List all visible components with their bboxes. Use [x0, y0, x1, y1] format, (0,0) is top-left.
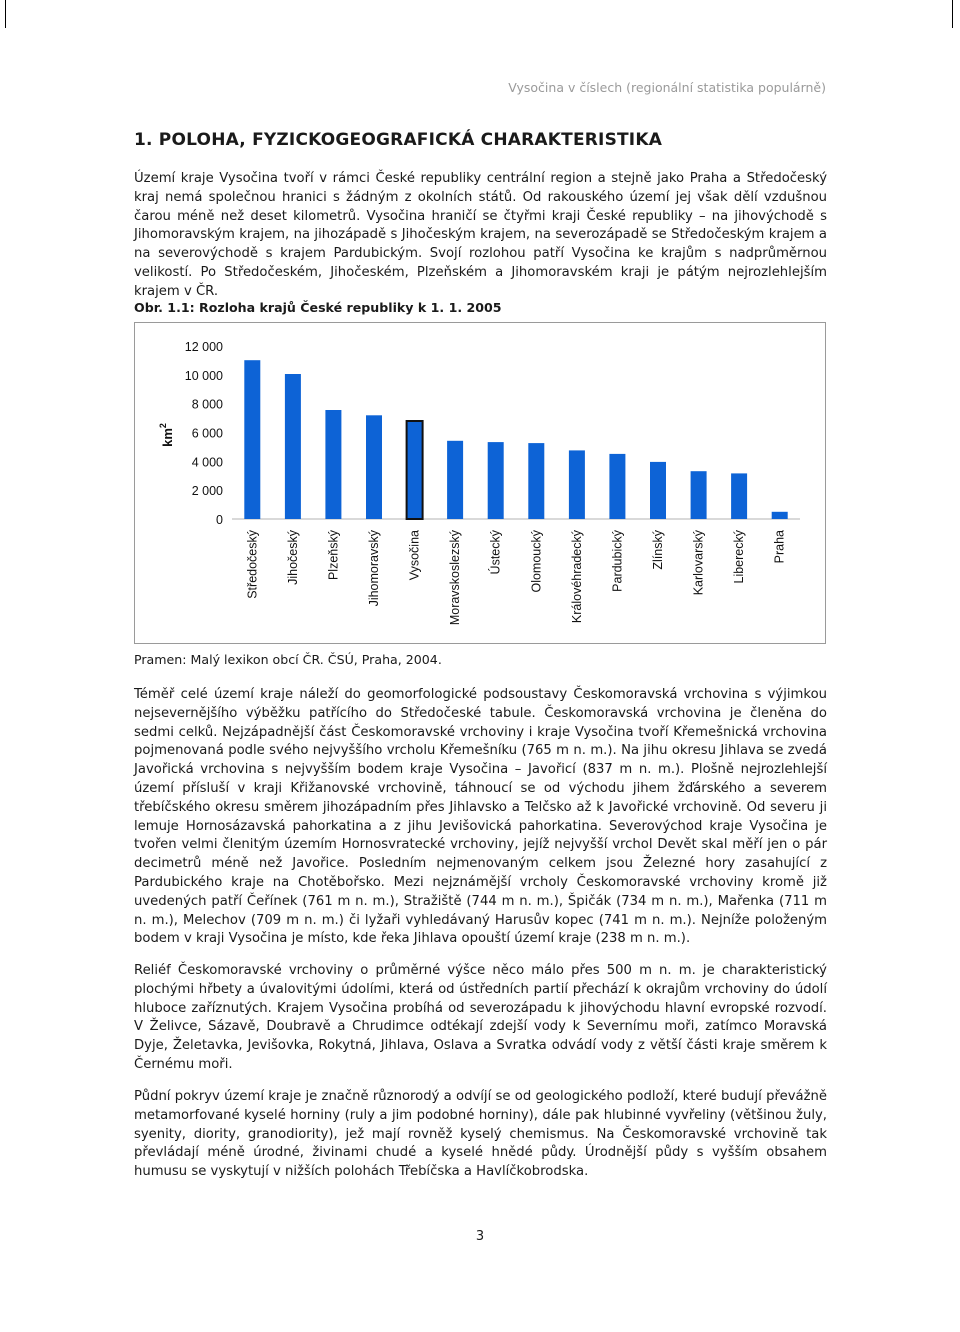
- y-tick-label: 2 000: [191, 484, 223, 499]
- x-tick-label: Jihočeský: [285, 530, 300, 585]
- bar: [528, 443, 544, 519]
- x-tick-label: Zlínský: [651, 530, 665, 570]
- bar: [244, 360, 260, 519]
- section-title: 1. POLOHA, FYZICKOGEOGRAFICKÁ CHARAKTERISTIKA: [134, 130, 663, 150]
- bar: [366, 415, 382, 519]
- figure-caption: Obr. 1.1: Rozloha krajů České republiky k 1. 1. 2005: [134, 300, 502, 315]
- paragraph-soils: Půdní pokryv území kraje je značně různorodý a odvíjí se od geologického podloží, které budují převážně metamorfované kyselé horniny (ruly a jim podobné horniny), dále pak hlubinné vyvřeliny (většinou žuly, syenity, diority, granodiority), jež mají rovněž kyselý chemismus. Na Českomoravské vrchovině tak převládají méně úrodné, živinami chudé a kyselé hnědé půdy. Úrodnější půdy s vyšším obsahem humusu se vyskytují v nižších polohách Třebíčska a Havlíčkobrodska.: [134, 1089, 827, 1180]
- y-tick-label: 12 000: [184, 340, 223, 354]
- running-header: Vysočina v číslech (regionální statistika populárně): [508, 80, 826, 95]
- bar: [691, 471, 707, 519]
- y-tick-label: 0: [216, 513, 223, 527]
- figure-source: Pramen: Malý lexikon obcí ČR. ČSÚ, Praha, 2004.: [134, 652, 442, 667]
- x-tick-label: Pardubický: [610, 530, 625, 592]
- x-tick-label: Liberecký: [732, 530, 747, 584]
- y-tick-label: 10 000: [184, 368, 223, 383]
- y-tick-label: 6 000: [191, 426, 223, 441]
- y-tick-label: 4 000: [191, 455, 223, 470]
- x-tick-label: Středočeský: [245, 530, 260, 599]
- bar: [488, 442, 504, 519]
- paragraph-relief: Reliéf Českomoravské vrchoviny o průměrné výšce něco málo přes 500 m n. m. je charakteristický plochými hřbety a úvalovitými údolími, která od ústředních partií přechází k okrajům vrchoviny do údolí hluboce zaříznutých. Krajem Vysočina probíhá od severozápadu k jihovýchodu hlavní evropské rozvodí. V Želivce, Sázavě, Doubravě a Chrudimce odtékají zdejší vody k Severnímu moři, zatímco Moravská Dyje, Želetavka, Jevišovka, Rokytná, Jihlava, Oslava a Svratka odvádí vody z větší části kraje směrem k Černému moři.: [134, 963, 827, 1072]
- x-tick-label: Ústecký: [488, 530, 503, 575]
- chart-svg: [135, 323, 825, 643]
- y-tick-label: 8 000: [191, 397, 223, 412]
- bar: [731, 473, 747, 519]
- bar: [772, 512, 788, 519]
- crop-mark-top-right: [952, 0, 953, 28]
- bar: [447, 441, 463, 519]
- bar: [650, 462, 666, 519]
- x-tick-label: Praha: [772, 530, 787, 564]
- bar: [407, 421, 423, 519]
- y-axis-label: $km^2$: [158, 423, 175, 447]
- bar: [609, 454, 625, 519]
- crop-mark-top-left: [5, 0, 6, 28]
- bar: [285, 374, 301, 519]
- x-tick-label: Jihomoravský: [367, 530, 381, 607]
- bar: [325, 410, 341, 519]
- x-tick-label: Královéhradecký: [569, 530, 584, 624]
- x-tick-label: Vysočina: [407, 530, 422, 581]
- area-bar-chart: [134, 322, 826, 644]
- x-tick-label: Karlovarský: [691, 530, 706, 596]
- bar: [569, 450, 585, 519]
- x-tick-label: Plzeňský: [326, 530, 341, 581]
- paragraph-location: Území kraje Vysočina tvoří v rámci České republiky centrální region a stejně jako Praha a Středočeský kraj nemá společnou hranici s žádným z okolních států. Od rakouského území jej však dělí vzdušnou čarou méně než deset kilometrů. Vysočina hraničí se čtyřmi kraji České republiky – na jihovýchodě s Jihomoravským krajem, na jihozápadě s Jihočeským krajem, na severozápadě se Středočeským krajem a na severovýchodě s krajem Pardubickým. Svojí rozlohou patří Vysočina ke krajům s nadprůměrnou velikostí. Po Středočeském, Jihočeském, Plzeňském a Jihomoravském kraji je pátým nejrozlehlejším krajem v ČR.: [134, 171, 827, 299]
- x-tick-label: Moravskoslezský: [448, 530, 463, 626]
- page-number: 3: [475, 1229, 485, 1244]
- x-tick-label: Olomoucký: [529, 530, 544, 593]
- paragraph-geomorphology: Téměř celé území kraje náleží do geomorfologické podsoustavy Českomoravská vrchovina s výjimkou nejsevernějšího výběžku patřícího do Středočeské tabule. Českomoravská vrchovina je členěna do sedmi celků. Nejzápadnější část Českomoravské vrchoviny i kraje Vysočina tvoří Křemešnická vrchovina pojmenovaná podle svého nejvyššího vrcholu Křemešníku (765 m n. m.). Na jihu okresu Jihlava se zvedá Javořická vrchovina s nejvyšším bodem kraje Vysočina – Javořicí (837 m n. m.). Plošně nejrozlehlejší území přísluší v kraji Křižanovské vrchovině, táhnoucí se od východu jihem žďárského a severem třebíčského okresu směrem jihozápadním přes Jihlavsko a Telčsko až k Javořické vrchovině. Od severu ji lemuje Hornosázavská pahorkatina a z jihu Jevišovická pahorkatina. Severovýchod kraje Vysočina je tvořen velmi členitým územím Hornosvratecké vrchoviny, jejíž nejvyšší vrchol Devět skal měří jen o pár decimetrů méně než Javořice. Posledním nejmenovaným celkem jsou Železné hory zasahující z Pardubického kraje na Chotěbořsko. Mezi nejznámější vrcholy Českomoravské vrchoviny kromě již uvedených patří Čeřínek (761 m n. m.), Stražiště (744 m n. m.), Špičák (734 m n. m.), Mařenka (711 m n. m.), Melechov (709 m n. m.) či lyžaři vyhledávaný Harusův kopec (741 m n. m.). Nejníže položeným bodem v kraji Vysočina je místo, kde řeka Jihlava opouští území kraje (238 m n. m.).: [134, 687, 827, 947]
